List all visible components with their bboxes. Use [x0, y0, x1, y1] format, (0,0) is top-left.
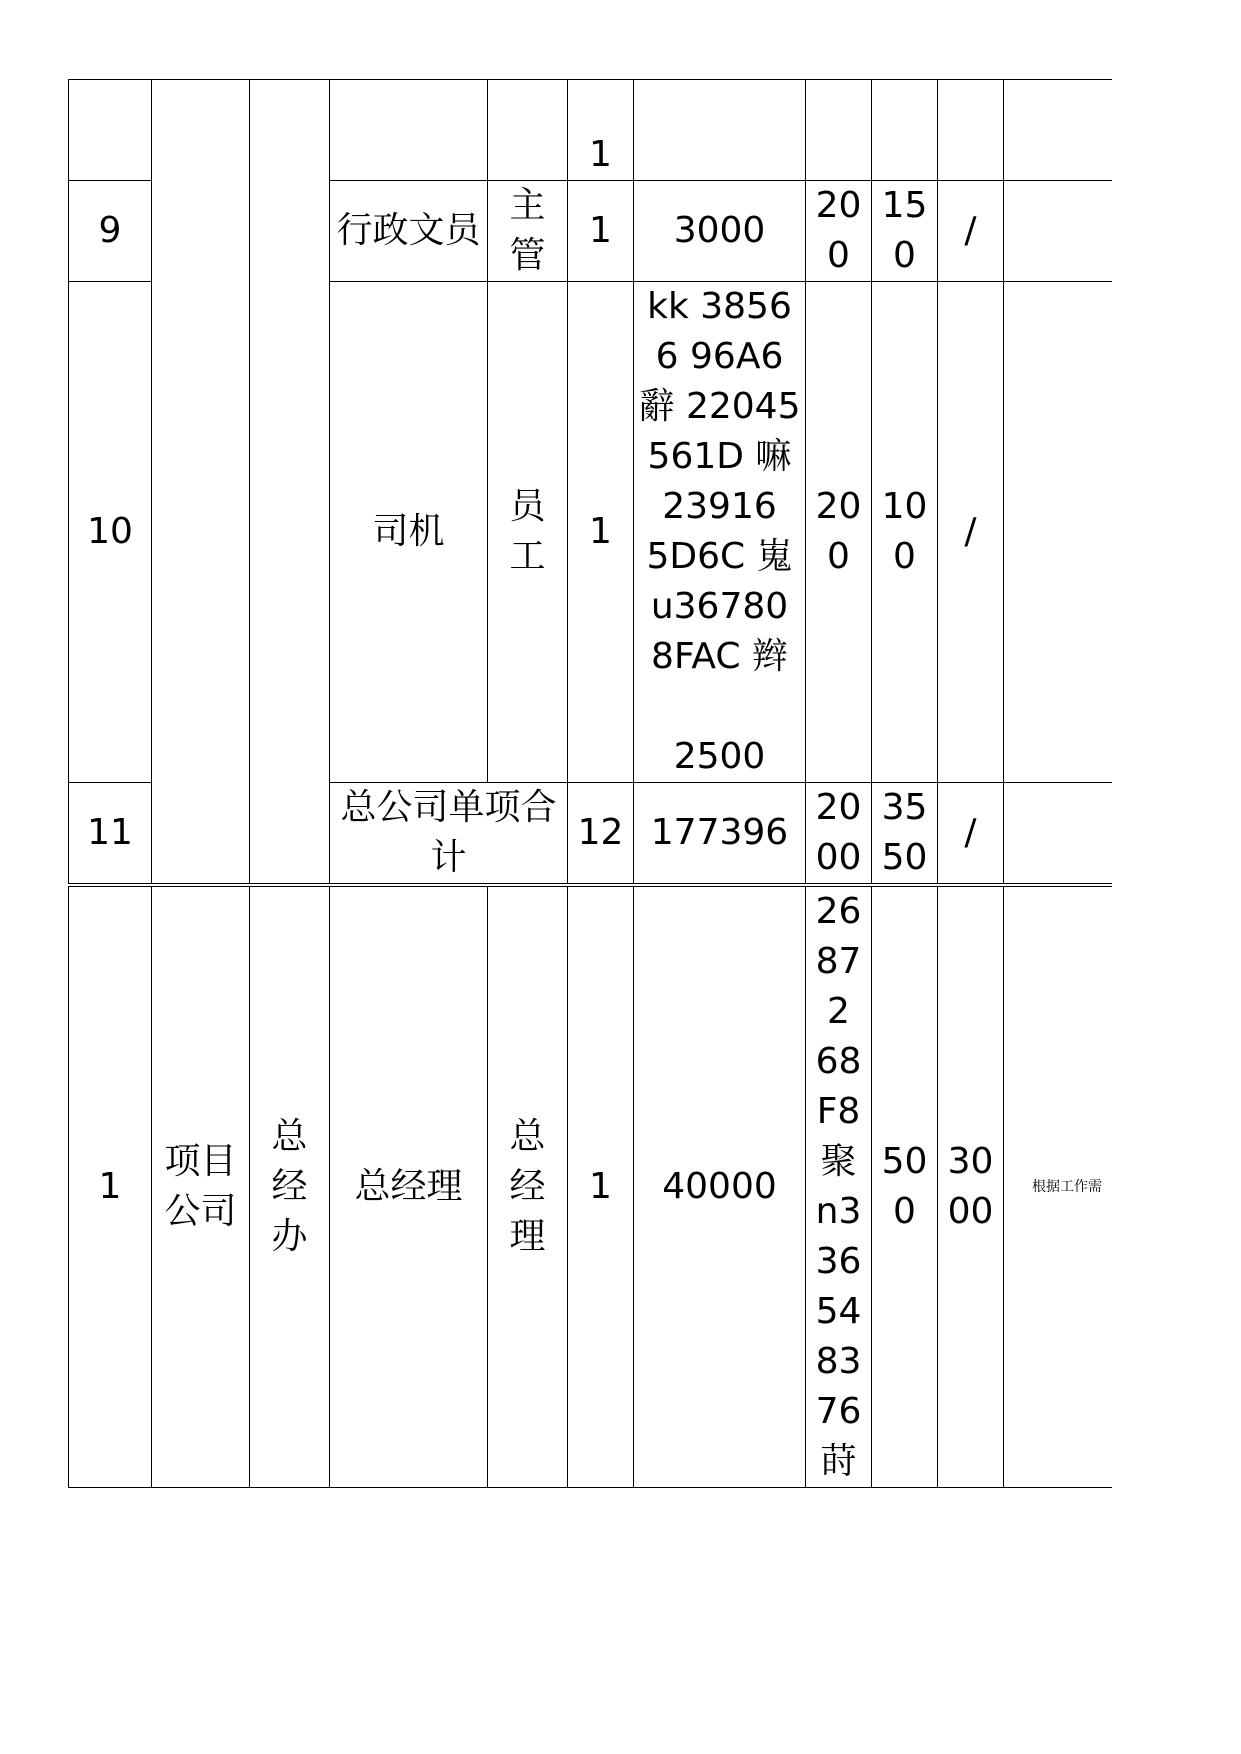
cell-note: 根据工作需: [1004, 885, 1112, 1488]
cell-col8: [806, 885, 872, 1488]
table-row-project-1: [69, 885, 1112, 1488]
salary-line: 6 96A6: [655, 336, 784, 377]
col8-line: 54: [815, 1291, 862, 1332]
cell-qty: 1: [568, 181, 634, 282]
staff-salary-table: [68, 79, 1112, 1488]
cell-col9: 3550: [872, 783, 938, 886]
col8-line: 莳: [820, 1441, 857, 1482]
salary-line: u36780: [650, 586, 789, 627]
cell-col9: 100: [872, 282, 938, 783]
col8-line: 83: [815, 1341, 862, 1382]
col8-line: 87: [815, 941, 862, 982]
col8-line: 2: [827, 991, 850, 1032]
cell-col9: 150: [872, 181, 938, 282]
cell-col9: 500: [872, 885, 938, 1488]
cell-no: 1: [69, 885, 152, 1488]
cell-col8: [806, 80, 872, 181]
cell-col10: 3000: [938, 885, 1004, 1488]
cell-level: 总经理: [488, 885, 568, 1488]
cell-col8: 200: [806, 282, 872, 783]
col8-line: 68: [815, 1041, 862, 1082]
col8-line: F8: [816, 1091, 861, 1132]
cell-note: [1004, 181, 1112, 282]
salary-value: 2500: [673, 736, 766, 777]
cell-col10: [938, 80, 1004, 181]
cell-qty: 12: [568, 783, 634, 886]
cell-position: [330, 80, 488, 181]
cell-level: 主管: [488, 181, 568, 282]
cell-salary: [634, 80, 806, 181]
cell-note: [1004, 783, 1112, 886]
cell-salary: [634, 282, 806, 783]
cell-salary: 40000: [634, 885, 806, 1488]
cell-no: 9: [69, 181, 152, 282]
salary-line: kk 3856: [647, 286, 792, 327]
cell-col10: /: [938, 181, 1004, 282]
cell-col10: /: [938, 282, 1004, 783]
col8-line: 聚: [820, 1141, 857, 1182]
cell-dept: 总经办: [250, 885, 330, 1488]
cell-qty: 1: [568, 80, 634, 181]
cell-position: 行政文员: [330, 181, 488, 282]
salary-line: 辭 22045: [638, 386, 801, 427]
cell-dept: [250, 80, 330, 886]
cell-note: [1004, 282, 1112, 783]
cell-col8: 200: [806, 181, 872, 282]
cell-level: [488, 80, 568, 181]
salary-lines: [638, 282, 801, 782]
table-row-continuation: [69, 80, 1112, 181]
cell-qty: 1: [568, 885, 634, 1488]
col8-line: 36: [815, 1241, 862, 1282]
cell-company: [152, 80, 250, 886]
cell-company: 项目公司: [152, 885, 250, 1488]
cell-salary: 177396: [634, 783, 806, 886]
cell-level: 员工: [488, 282, 568, 783]
cell-no: 10: [69, 282, 152, 783]
cell-position: 司机: [330, 282, 488, 783]
col8-line: 76: [815, 1391, 862, 1432]
cell-salary: 3000: [634, 181, 806, 282]
salary-line: 561D 嘛: [647, 436, 792, 477]
col8-lines: [810, 887, 867, 1487]
cell-position: 总经理: [330, 885, 488, 1488]
cell-col10: /: [938, 783, 1004, 886]
cell-qty: 1: [568, 282, 634, 783]
cell-no: [69, 80, 152, 181]
cell-subtotal-label: 总公司单项合计: [330, 783, 568, 886]
col8-line: 26: [815, 891, 862, 932]
salary-line: 5D6C 嵬: [646, 536, 793, 577]
salary-line: 8FAC 辫: [651, 636, 788, 677]
cell-note: [1004, 80, 1112, 181]
col8-line: n3: [815, 1191, 862, 1232]
cell-no: 11: [69, 783, 152, 886]
salary-line: 23916: [662, 486, 777, 527]
cell-col8: 2000: [806, 783, 872, 886]
cell-col9: [872, 80, 938, 181]
